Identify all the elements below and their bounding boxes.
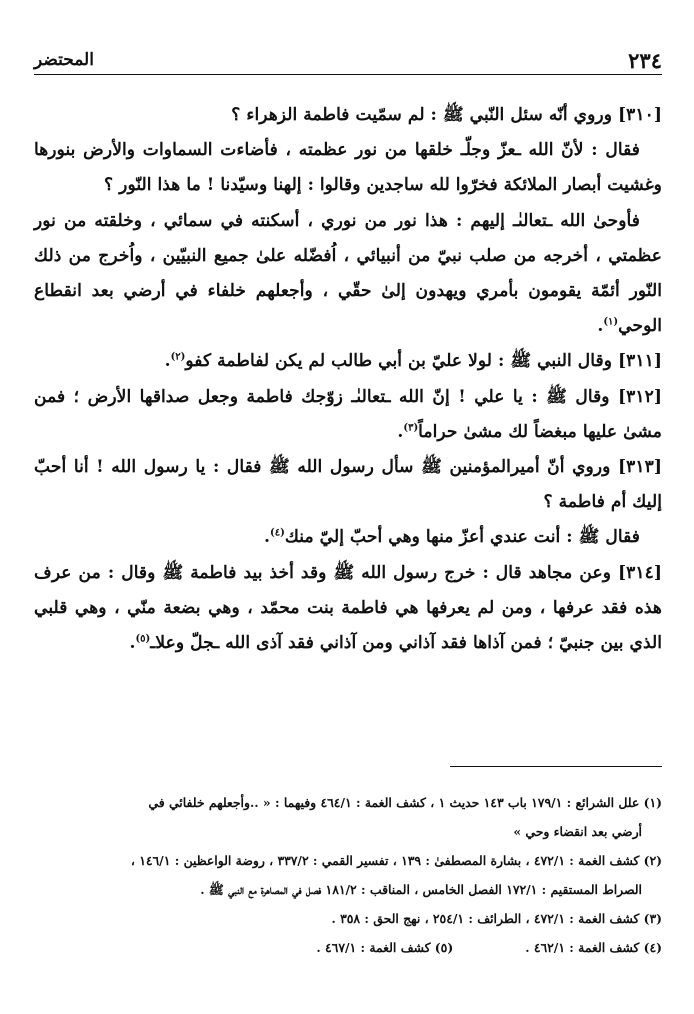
paragraph-310: [٣١٠] وروي أنّه سئل النّبي ﷺ : لم سمّيت فاطمة الزهراء ؟: [231, 105, 662, 125]
paragraph-311: [٣١١] وقال النبي ﷺ : لولا عليّ بن أبي طالب لم يكن لفاطمة كفو$^{(٢)}$.: [164, 351, 662, 372]
footnote-2: (٢) كشف الغمة : ٤٧٢/١ ، بشارة المصطفىٰ : ١٣٩ ، تفسير القمي : ٣٣٧/٢ ، روضة الواعظين : ١٤٦/١ ،: [130, 853, 662, 868]
document-page: [34, 0, 662, 1014]
main-text: [34, 98, 662, 661]
footnote-ref-2: (٢): [170, 351, 186, 363]
paragraph-313: [٣١٣] وروي أنّ أميرالمؤمنين ﷺ سأل رسول الله ﷺ فقال : يا رسول الله ! أنا أحبّ إليك أم فاطمة ؟: [34, 457, 662, 513]
footnote-divider: [450, 766, 662, 767]
footnote-ref-3: (٣): [403, 422, 419, 434]
footnote-row-4-5: [34, 933, 662, 962]
footnote-5: (٥) كشف الغمة : ٤٦٧/١ .: [316, 940, 454, 955]
paragraph-314: [٣١٤] وعن مجاهد قال : خرج رسول الله ﷺ وقد أخذ بيد فاطمة ﷺ وقال : من عرف هذه فقد عرفها ، ومن لم يعرفها هي فاطمة بنت محمّد ، وهي بضعة منّي ، وهي قلبي الذي بين جنبيّ ؛ فمن آذاها فقد آذاني ومن آذاني فقد آذى الله ـجلّ وعلاـ$^{(٥)}$.: [34, 562, 662, 654]
footnote-4: (٤) كشف الغمة : ٤٦٢/١ .: [525, 940, 662, 955]
page-header: [34, 44, 662, 75]
footnote-2-continued: الصراط المستقيم : ١٧٢/١ الفصل الخامس ، المناقب : ١٨١/٢ فصل في المصاهرة مع النبي ﷺ .: [200, 882, 642, 897]
footnote-ref-1: (١): [603, 316, 619, 328]
footnote-3: (٣) كشف الغمة : ٤٧٢/١ ، الطرائف : ٢٥٤/١ ، نهج الحق : ٣٥٨ .: [331, 911, 662, 926]
footnote-ref-4: (٤): [269, 527, 285, 539]
footnote-ref-5: (٥): [135, 633, 151, 645]
paragraph-312: [٣١٢] وقال ﷺ : يا علي ! إنّ الله ـتعالىٰـ زوّجك فاطمة وجعل صداقها الأرض ؛ فمن مشىٰ عليها مبغضاً لك مشىٰ حراماً$^{(٣)}$.: [34, 386, 662, 442]
paragraph-310-revelation: فأوحىٰ الله ـتعالىٰـ إليهم : هذا نور من نوري ، أسكنته في سمائي ، وخلقته من نور عظمتي ، أخرجه من صلب نبيّ من أنبيائي ، اُفضّله علىٰ جميع النبيّين ، واُخرج من ذلك النّور أئمّة يقومون بأمري ويهدون إلىٰ حقّي ، وأجعلهم خلفاء في أرضي بعد انقطاع الوحي$^{(١)}$.: [34, 210, 662, 337]
footnote-1-continued: أرضي بعد انقضاء وحي »: [513, 824, 642, 839]
paragraph-313-answer: فقال ﷺ : أنت عندي أعزّ منها وهي أحبّ إليّ منك$^{(٤)}$.: [263, 527, 640, 548]
footnotes: [34, 788, 662, 962]
page-number: ٢٣٤: [628, 48, 662, 73]
running-title: المحتضر: [34, 50, 94, 70]
footnote-1: (١) علل الشرائع : ١٧٩/١ باب ١٤٣ حديث ١ ، كشف الغمة : ٤٦٤/١ وفيهما : « ..وأجعلهم خلفائي في: [148, 795, 662, 810]
paragraph-310-answer: فقال : لأنّ الله ـعزّ وجلّـ خلقها من نور عظمته ، فأضاءت السماوات والأرض بنورها وغشيت أبصار الملائكة فخرّوا لله ساجدين وقالوا : إلهنا وسيّدنا ! ما هذا النّور ؟: [34, 140, 662, 196]
